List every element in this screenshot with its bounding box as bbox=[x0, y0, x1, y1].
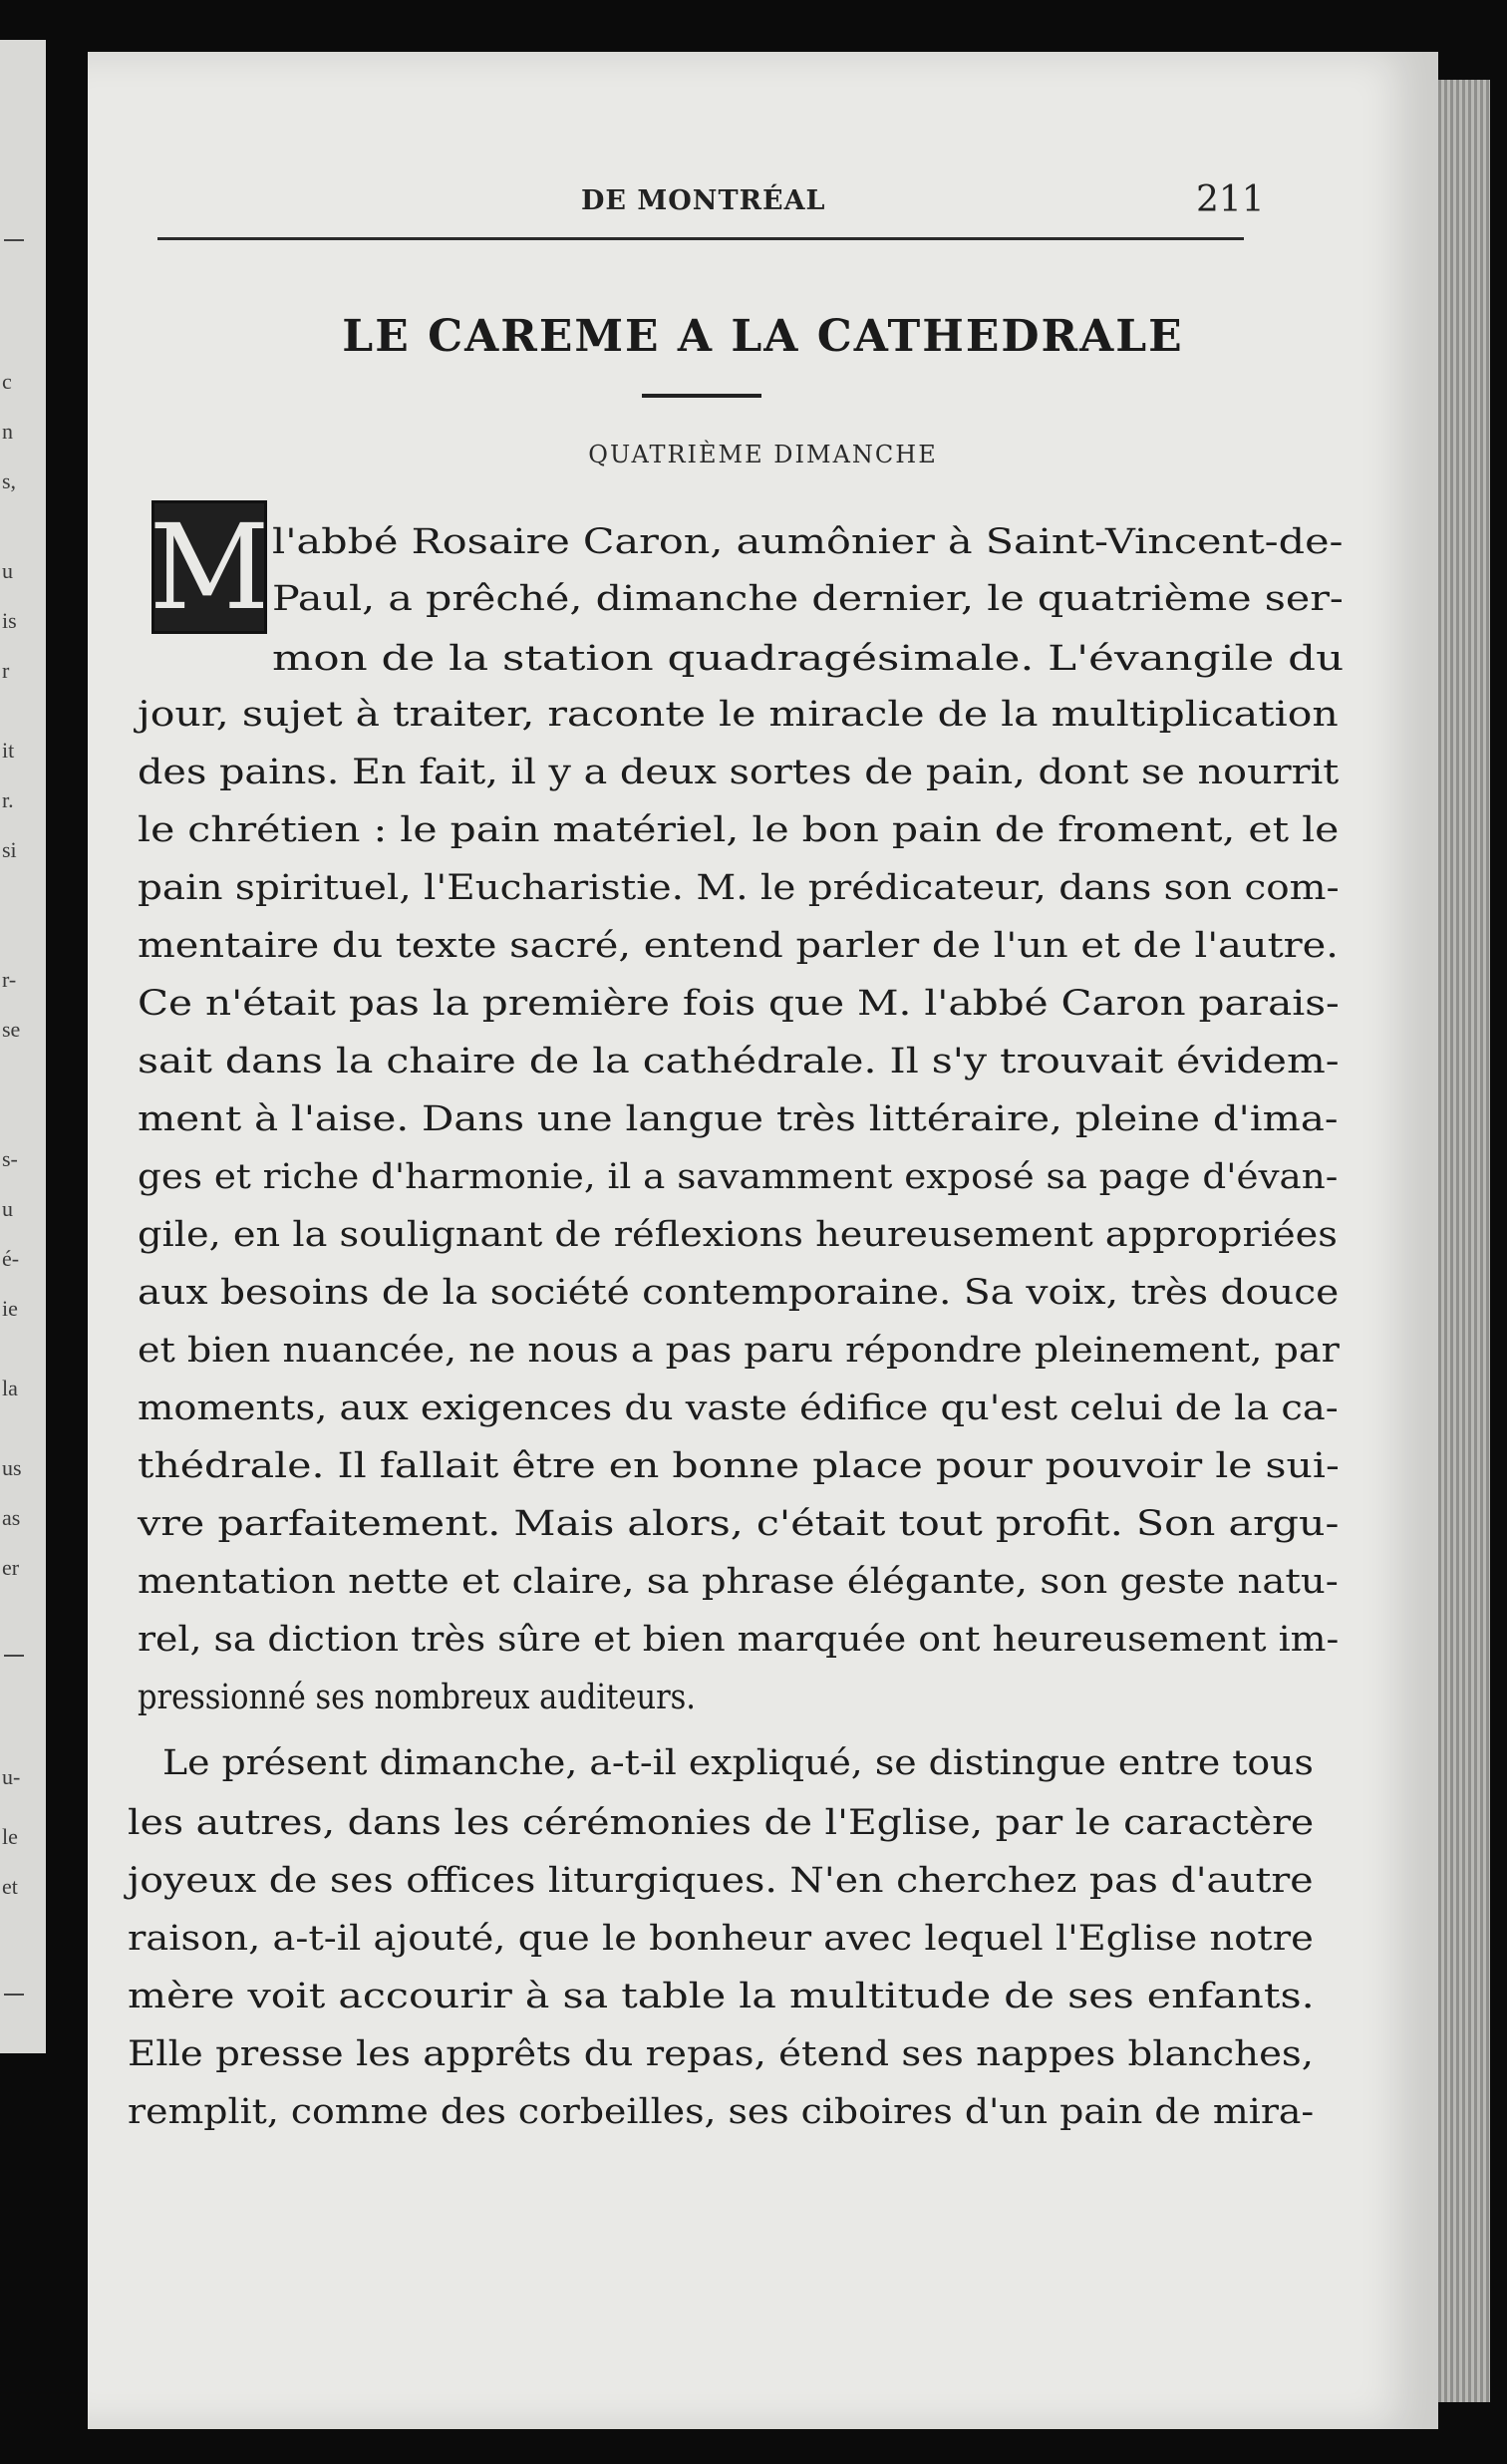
facing-page-fragment: is bbox=[2, 608, 17, 633]
facing-page-fragment: é- bbox=[2, 1246, 20, 1271]
text-line: jour, sujet à traiter, raconte le miracle de la multiplication bbox=[138, 695, 1339, 735]
text-line: joyeux de ses offices liturgiques. N'en cherchez pas d'autre bbox=[128, 1861, 1314, 1901]
text-line: et bien nuancée, ne nous a pas paru répondre pleinement, par bbox=[138, 1331, 1340, 1371]
chapter-subtitle: QUATRIÈME DIMANCHE bbox=[588, 441, 938, 468]
text-line: vre parfaitement. Mais alors, c'était tout profit. Son argu- bbox=[138, 1504, 1340, 1544]
title-rule bbox=[642, 394, 761, 398]
text-line: ment à l'aise. Dans une langue très littéraire, pleine d'ima- bbox=[138, 1099, 1339, 1139]
facing-page-rule bbox=[4, 1655, 24, 1657]
facing-page-fragment: us bbox=[2, 1455, 22, 1480]
facing-page-fragment: n bbox=[2, 419, 13, 444]
running-title: DE MONTRÉAL bbox=[581, 185, 826, 216]
facing-page-rule bbox=[4, 239, 24, 241]
dropcap-initial: M bbox=[149, 498, 270, 636]
text-line: Elle presse les apprêts du repas, étend ses nappes blanches, bbox=[128, 2034, 1315, 2074]
text-line: Le présent dimanche, a-t-il expliqué, se distingue entre tous bbox=[162, 1743, 1314, 1783]
facing-page-fragment: it bbox=[2, 738, 15, 763]
text-line: les autres, dans les cérémonies de l'Eglise, par le caractère bbox=[128, 1803, 1315, 1843]
page-block-edge bbox=[1438, 80, 1490, 2402]
text-line: mentaire du texte sacré, entend parler de l'un et de l'autre. bbox=[138, 926, 1339, 966]
text-line: sait dans la chaire de la cathédrale. Il s'y trouvait évidem- bbox=[138, 1042, 1340, 1081]
page-number: 211 bbox=[1196, 179, 1265, 220]
text-line: rel, sa diction très sûre et bien marquée ont heureusement im- bbox=[138, 1620, 1340, 1660]
facing-page-rule bbox=[4, 1994, 24, 1996]
facing-page-fragment: ie bbox=[2, 1296, 18, 1321]
facing-page-fragment: la bbox=[2, 1376, 18, 1400]
facing-page-fragment: r bbox=[2, 658, 10, 683]
facing-page-fragment: u bbox=[2, 558, 13, 583]
text-line: l'abbé Rosaire Caron, aumônier à Saint-Vincent-de- bbox=[272, 522, 1344, 562]
facing-page-fragment: le bbox=[2, 1824, 18, 1849]
text-line: Ce n'était pas la première fois que M. l'abbé Caron parais- bbox=[138, 984, 1340, 1024]
text-line: raison, a-t-il ajouté, que le bonheur avec lequel l'Eglise notre bbox=[128, 1919, 1314, 1959]
facing-page-fragment: r- bbox=[2, 967, 17, 992]
facing-page-fragment: u bbox=[2, 1196, 13, 1221]
text-line: mon de la station quadragésimale. L'évangile du bbox=[272, 639, 1345, 679]
facing-page-fragment: er bbox=[2, 1555, 20, 1580]
running-head bbox=[88, 179, 1438, 229]
facing-page-fragment: r. bbox=[2, 787, 14, 812]
facing-page-fragment: se bbox=[2, 1017, 21, 1042]
text-line: le chrétien : le pain matériel, le bon pain de froment, et le bbox=[138, 810, 1340, 850]
text-line: Paul, a prêché, dimanche dernier, le quatrième ser- bbox=[272, 579, 1344, 619]
text-line: mère voit accourir à sa table la multitude de ses enfants. bbox=[128, 1977, 1315, 2016]
facing-page-fragment: c bbox=[2, 369, 12, 394]
text-line: thédrale. Il fallait être en bonne place pour pouvoir le sui- bbox=[138, 1446, 1340, 1486]
facing-page-fragment: si bbox=[2, 837, 17, 862]
text-line: pressionné ses nombreux auditeurs. bbox=[138, 1678, 696, 1717]
header-rule bbox=[157, 237, 1244, 240]
text-line: remplit, comme des corbeilles, ses ciboires d'un pain de mira- bbox=[128, 2092, 1315, 2132]
facing-page-fragment: et bbox=[2, 1874, 18, 1899]
chapter-title: LE CAREME A LA CATHEDRALE bbox=[342, 311, 1184, 362]
facing-page-fragment: u- bbox=[2, 1764, 21, 1789]
facing-page-fragment: as bbox=[2, 1505, 21, 1530]
facing-page-fragment: s- bbox=[2, 1146, 18, 1171]
text-line: ges et riche d'harmonie, il a savamment exposé sa page d'évan- bbox=[138, 1157, 1339, 1197]
text-line: aux besoins de la société contemporaine. Sa voix, très douce bbox=[138, 1273, 1340, 1313]
facing-page-edge bbox=[0, 40, 46, 2053]
book-page bbox=[88, 52, 1438, 2429]
text-line: moments, aux exigences du vaste édifice qu'est celui de la ca- bbox=[138, 1388, 1339, 1428]
facing-page-fragment: s, bbox=[2, 468, 17, 493]
text-line: pain spirituel, l'Eucharistie. M. le prédicateur, dans son com- bbox=[138, 868, 1340, 908]
text-line: gile, en la soulignant de réflexions heureusement appropriées bbox=[138, 1215, 1338, 1255]
text-line: des pains. En fait, il y a deux sortes de pain, dont se nourrit bbox=[138, 753, 1340, 792]
text-line: mentation nette et claire, sa phrase élégante, son geste natu- bbox=[138, 1562, 1339, 1602]
